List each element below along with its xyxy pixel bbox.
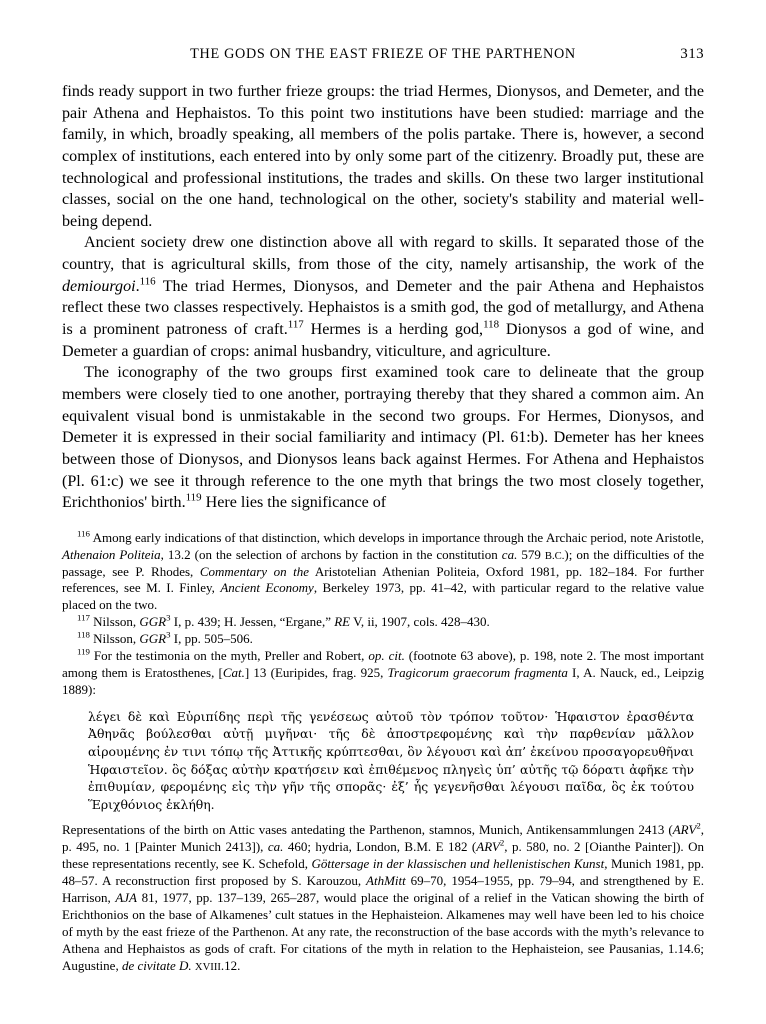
footnotes-section bbox=[62, 530, 704, 975]
footnote-118: $^{118}$ Nilsson, GGR$^3$ I, pp. 505–506. bbox=[77, 629, 253, 647]
footnote-119-continued: Representations of the birth on Attic vases antedating the Parthenon, stamnos, Munich, Antikensammlungen 2413 (ARV$^2$, p. 495, no. 1 [Painter Munich 2413]), ca. 460; hydria, London, B.M. E 182 (ARV$^2$, p. 580, no. 2 [Oianthe Painter]). On these representations recently, see K. Schefold, Göttersage in der klassischen und hellenistischen Kunst, Munich 1981, pp. 48–57. A reconstruction first proposed by S. Karouzou, AthMitt 69–70, 1954–1955, pp. 79–94, and strengthened by E. Harrison, AJA 81, 1977, pp. 137–139, 265–287, would place the original of a relief in the Vatican showing the birth of Erichthonios on the base of Alkamenes’ cult statues in the Hephaisteion. Alkamenes may well have been led to his choice of myth by the east frieze of the Parthenon. At any rate, the reconstruction of the base accords with the myth’s relevance to Athena and Hephaistos as gods of craft. For citations of the myth in relation to the Hephaisteion, see Pausanias, 1.14.6; Augustine, de civitate D. XVIII.12. bbox=[62, 821, 704, 973]
page-number: 313 bbox=[680, 46, 704, 62]
page-header bbox=[62, 46, 704, 63]
paragraph-1: finds ready support in two further frieze groups: the triad Hermes, Dionysos, and Demeter, and the pair Athena and Hephaistos. To this point two institutions have been studied: marriage and the family, in which, broadly speaking, all members of the polis partake. There is, however, a second complex of institutions, each entered into by only some part of the citizenry. Broadly put, these are technological and professional institutions, the trades and skills. On these two larger institutional classes, social on the one hand, technological on the other, society's stability and material well-being depend. bbox=[62, 83, 704, 230]
paragraph-2: Ancient society drew one distinction above all with regard to skills. It separated those of the country, that is agricultural skills, from those of the city, namely artisanship, the work of the demiourgoi.$^{116}$ The triad Hermes, Dionysos, and Demeter and the pair Athena and Hephaistos reflect these two classes respectively. Hephaistos is a smith god, the god of metallurgy, and Athena is a prominent patroness of craft.$^{117}$ Hermes is a herding god,$^{118}$ Dionysos a god of wine, and Demeter a guardian of crops: animal husbandry, viticulture, and agriculture. bbox=[62, 234, 704, 360]
footnote-116: $^{116}$ Among early indications of that distinction, which develops in importance through the Archaic period, note Aristotle, Athenaion Politeia, 13.2 (on the selection of archons by faction in the constitution ca. 579 B.C.); on the difficulties of the passage, see P. Rhodes, Commentary on the Aristotelian Athenian Politeia, Oxford 1981, pp. 182–184. For further references, see M. I. Finley, Ancient Economy, Berkeley 1973, pp. 41–42, with particular regard to the relative value placed on the two. bbox=[62, 528, 705, 613]
footnote-117: $^{117}$ Nilsson, GGR$^3$ I, p. 439; H. Jessen, “Ergane,” RE V, ii, 1907, cols. 428–430. bbox=[77, 612, 490, 630]
footnote-119: $^{119}$ For the testimonia on the myth, Preller and Robert, op. cit. (footnote 63 above), p. 198, note 2. The most important among them is Eratosthenes, [Cat.] 13 (Euripides, frag. 925, Tragicorum graecorum fragmenta I, A. Nauck, ed., Leipzig 1889): bbox=[62, 646, 705, 697]
running-title: THE GODS ON THE EAST FRIEZE OF THE PARTHENON bbox=[190, 46, 576, 62]
paragraph-3: The iconography of the two groups first examined took care to delineate that the group members were closely tied to one another, portraying thereby that they shared a common aim. An equivalent visual bond is unmistakable in the second two groups. For Hermes, Dionysos, and Demeter it is expressed in their social familiarity and intimacy (Pl. 61:b). Demeter has her knees between those of Dionysos, and Dionysos leans back against Hermes. For Athena and Hephaistos (Pl. 61:c) we see it through reference to the one myth that brings the two most closely together, Erichthonios' birth.$^{119}$ Here lies the significance of bbox=[62, 364, 704, 512]
greek-quotation: λέγει δὲ καὶ Εὐριπίδης περὶ τῆς γενέσεως αὐτοῦ τὸν τρόπον τοῦτον· Ἡφαιστον ἐρασθέντα Ἀθηνᾶς βούλεσθαι αὐτῇ μιγῆναι· τῆς δὲ ἀποστρεφομένης καὶ τὴν παρθενίαν μᾶλλον αἱρουμένης ἐν τινι τόπῳ τῆς Ἀττικῆς κρύπτεσθαι, ὃν λέγουσι καὶ ἀπ’ ἐκείνου προσαγορευθῆναι Ἡφαιστεῖον. ὃς δόξας αὐτὴν κρατήσειν καὶ ἐπιθέμενος πληγεὶς ὑπ’ αὐτῆς τῷ δόρατι ἀφῆκε τὴν ἐπιθυμίαν, φερομένης εἰς τὴν γῆν τῆς σπορᾶς· ἐξ’ ἧς γεγενῆσθαι λέγουσι παῖδα, ὃς ἐκ τούτου Ἕριχθόνιος ἐκλήθη. bbox=[88, 708, 694, 812]
body-text bbox=[62, 81, 704, 514]
